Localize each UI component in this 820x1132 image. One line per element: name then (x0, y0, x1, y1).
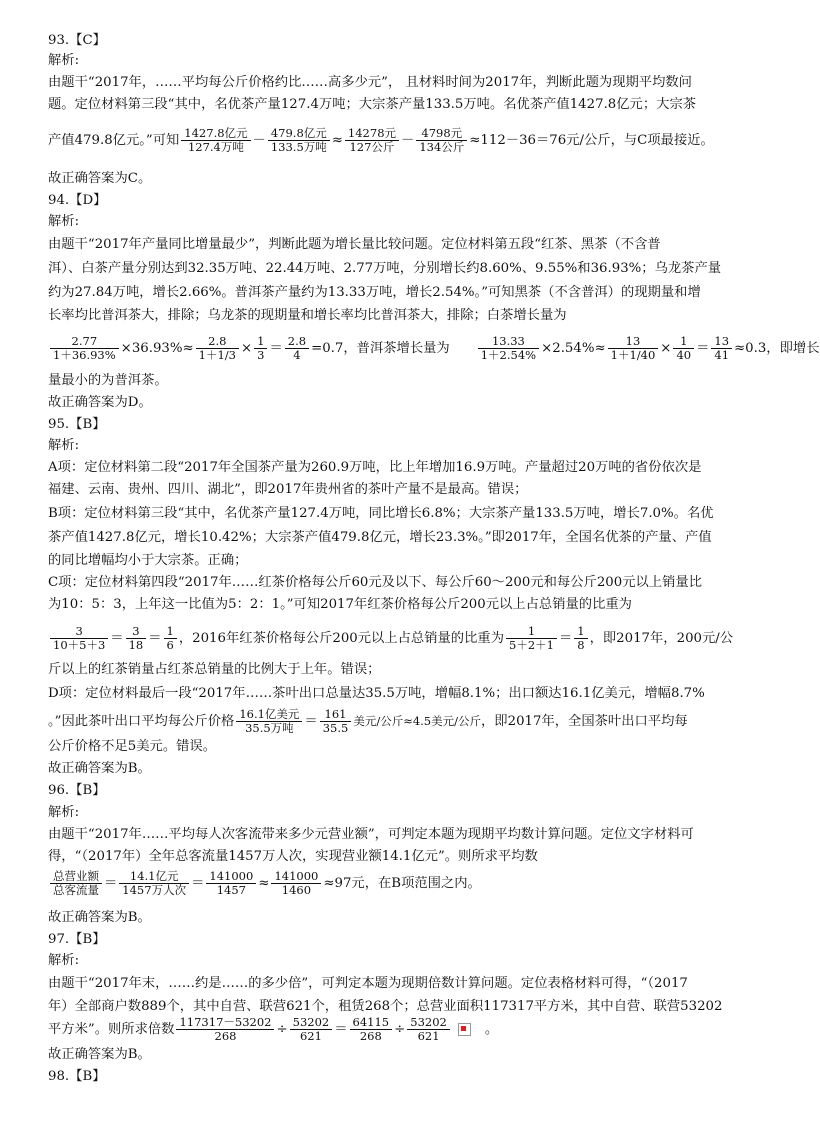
text-run: ＝ (269, 341, 283, 356)
denominator: 1＋2.54% (478, 348, 539, 362)
paragraph-line: 量最小的为普洱茶。 (48, 373, 168, 388)
analysis-label: 解析: (48, 805, 80, 820)
fraction (126, 625, 147, 652)
denominator: 1＋36.93% (50, 348, 119, 362)
numerator: 2.8 (287, 334, 307, 348)
paragraph-line: 约为27.84万吨，增长2.66%。普洱茶产量约为13.33万吨，增长2.54%。”可知黑茶（不含普洱）的现期量和增 (48, 285, 701, 300)
fraction (236, 708, 302, 735)
numerator: 2.77 (71, 334, 98, 348)
denominator: 1＋1/3 (196, 348, 239, 362)
denominator: 41 (711, 348, 732, 362)
text-run: ＝ (334, 1022, 348, 1037)
fraction (506, 625, 557, 652)
numerator: 53202 (292, 1015, 330, 1029)
numerator: 3 (132, 624, 140, 638)
fraction (181, 127, 250, 154)
text-run: × (240, 341, 253, 356)
fraction (271, 870, 321, 897)
analysis-label: 解析: (48, 953, 80, 968)
question-96-title: 96.【B】 (48, 783, 106, 798)
text-run: ＝ (191, 876, 205, 891)
text-run: 平方米”。则所求倍数 (48, 1022, 175, 1037)
text-run: ＝ (696, 341, 710, 356)
numerator: 16.1亿美元 (239, 707, 300, 721)
numerator: 3 (75, 624, 83, 638)
text-run: ＝ (558, 631, 573, 646)
denominator: 总客流量 (50, 883, 102, 897)
numerator: 4798元 (421, 126, 463, 140)
numerator: 1 (680, 334, 688, 348)
fraction (164, 625, 177, 652)
fraction (574, 625, 587, 652)
text-run: ≈0.3，即增长 (734, 341, 820, 356)
denominator: 6 (164, 638, 177, 652)
numerator: 1 (257, 334, 265, 348)
analysis-label: 解析: (48, 53, 80, 68)
paragraph-line: 由题干“2017年……平均每人次客流带来多少元营业额”，可判定本题为现期平均数计算问题。定位文字材料可 (48, 827, 694, 842)
paragraph-line: 得，“（2017年）全年总客流量1457万人次，实现营业额14.1亿元”。则所求平均数 (48, 849, 538, 864)
text-run: ×36.93%≈ (120, 341, 194, 356)
fraction (268, 127, 330, 154)
paragraph-line: 由题干“2017年，……平均每公斤价格约比……高多少元”， 且材料时间为2017年，判断此题为现期平均数问 (48, 75, 692, 90)
formula-line: 产值479.8亿元。”可知 $\frac{\text{1427.8亿元}}{\text{127.4万吨}}$ － $\frac{\text{479.8亿元}}{\text{133.5万吨}}$ ≈ $\frac{\text{14278元}}{\text{127公斤}}$ － $\frac{\text{4798元}}{\text{134公斤}}$ ≈112－36＝76元/公斤，与C项最接近。 (48, 126, 714, 154)
formula-line (48, 870, 481, 897)
denominator: 1457 (206, 883, 256, 897)
text-run: 。 (484, 1022, 499, 1037)
paragraph-line: 由题干“2017年产量同比增量最少”，判断此题为增长量比较问题。定位材料第五段“红茶、黑茶（不含普 (48, 237, 661, 252)
option-b-line: 的同比增幅均小于大宗茶。正确； (48, 553, 248, 568)
fraction (119, 870, 189, 897)
denominator: 10＋5＋3 (50, 638, 108, 652)
numerator: 53202 (410, 1015, 447, 1029)
paragraph-line: 由题干“2017年末，……约是……的多少倍”，可判定本题为现期倍数计算问题。定位表格材料可得，“（2017 (48, 976, 688, 991)
option-d-line: 公斤价格不足5美元。错误。 (48, 739, 217, 754)
numerator: 1 (577, 624, 585, 638)
question-97-title: 97.【B】 (48, 932, 106, 947)
text-run: ≈112－36＝76元/公斤，与C项最接近。 (469, 133, 714, 148)
paragraph-line: 长率均比普洱茶大，排除；乌龙茶的现期量和增长率均比普洱茶大，排除；白茶增长量为 (48, 308, 567, 323)
text-run: ×2.54%≈ (541, 341, 606, 356)
text-run: ≈97元，在B项范围之内。 (323, 876, 481, 891)
numerator: 14278元 (347, 126, 397, 140)
fraction (416, 127, 467, 154)
numerator: 141000 (209, 869, 254, 883)
numerator: 总营业额 (53, 869, 99, 883)
denominator: 621 (407, 1029, 450, 1043)
fraction (50, 870, 102, 897)
numerator: 13 (625, 334, 641, 348)
answer-line: 故正确答案为C。 (48, 171, 152, 186)
denominator: 1457万人次 (119, 883, 189, 897)
option-a-line: 福建、云南、贵州、四川、湖北”，即2017年贵州省的茶叶产量不是最高。错误； (48, 482, 528, 497)
fraction (673, 335, 694, 362)
numerator: 1 (527, 624, 536, 638)
option-c-line: 为10：5：3，上年这一比值为5：2：1。”可知2017年红茶价格每公斤200元以上占总销量的比重为 (48, 597, 632, 612)
denominator: 127.4万吨 (181, 140, 250, 154)
fraction (196, 335, 239, 362)
text-run: ，2016年红茶价格每公斤200元以上占总销量的比重为 (178, 631, 504, 646)
numerator: 64115 (352, 1015, 390, 1029)
fraction (345, 127, 399, 154)
numerator: 479.8亿元 (270, 126, 327, 140)
fraction (50, 335, 119, 362)
denominator: 40 (673, 348, 694, 362)
formula-line (48, 335, 820, 362)
question-93-title: 93.【C】 (48, 33, 106, 48)
option-c-line: 斤以上的红茶销量占红茶总销量的比例大于上年。错误； (48, 662, 381, 677)
answer-line: 故正确答案为B。 (48, 910, 151, 925)
fraction (206, 870, 256, 897)
analysis-label: 解析: (48, 438, 80, 453)
denominator: 35.5 (320, 721, 352, 735)
option-c-line: C项：定位材料第四段“2017年……红茶价格每公斤60元及以下、每公斤60～200元和每公斤200元以上销量比 (48, 575, 702, 590)
text-run: ＝ (148, 631, 162, 646)
question-95-title: 95.【B】 (48, 417, 106, 432)
fraction (320, 708, 352, 735)
answer-line: 故正确答案为B。 (48, 761, 151, 776)
option-d-line: D项：定位材料最后一段“2017年……茶叶出口总量达35.5万吨，增幅8.1%；出口额达16.1亿美元，增幅8.7% (48, 686, 705, 701)
text-run: 。”因此茶叶出口平均每公斤价格 (48, 714, 235, 729)
text-run: ÷ (394, 1022, 406, 1037)
denominator: 1＋1/40 (608, 348, 659, 362)
question-98-title: 98.【B】 (48, 1069, 106, 1084)
text-run: 美元/公斤≈4.5美元/公斤 (353, 714, 482, 728)
denominator: 268 (350, 1029, 393, 1043)
text-run: ÷ (276, 1022, 288, 1037)
text-run: ，即2017年，全国茶叶出口平均每 (481, 714, 688, 729)
numerator: 117317－53202 (179, 1015, 272, 1029)
denominator: 127公斤 (345, 140, 399, 154)
fraction (290, 1016, 333, 1043)
numerator: 1 (166, 624, 174, 638)
text-run: ＝ (110, 631, 124, 646)
fraction (285, 335, 309, 362)
denominator: 5＋2＋1 (506, 638, 557, 652)
analysis-label: 解析: (48, 214, 80, 229)
answer-line: 故正确答案为D。 (48, 395, 152, 410)
fraction (350, 1016, 393, 1043)
text-run: ≈ (258, 876, 270, 891)
fraction (711, 335, 732, 362)
numerator: 141000 (274, 869, 319, 883)
broken-image-icon (458, 1023, 471, 1036)
text-run: =0.7，普洱茶增长量为 (311, 341, 450, 356)
numerator: 2.8 (208, 334, 227, 348)
numerator: 13 (714, 334, 730, 348)
fraction (254, 335, 267, 362)
text-run: ，即2017年，200元/公 (589, 631, 734, 646)
numerator: 13.33 (491, 334, 525, 348)
fraction (608, 335, 659, 362)
fraction (407, 1016, 450, 1043)
formula-line (48, 708, 688, 735)
fraction (50, 625, 108, 652)
denominator: 35.5万吨 (236, 721, 302, 735)
text-run: ＝ (104, 876, 118, 891)
option-b-line: B项：定位材料第三段“其中，名优茶产量127.4万吨，同比增长6.8%；大宗茶产量133.5万吨，增长7.0%。名优 (48, 506, 714, 521)
numerator: 161 (324, 707, 347, 721)
numerator: 1427.8亿元 (184, 126, 248, 140)
denominator: 4 (285, 348, 309, 362)
denominator: 1460 (271, 883, 321, 897)
paragraph-line: 题。定位材料第三段“其中，名优茶产量127.4万吨；大宗茶产量133.5万吨。名优茶产值1427.8亿元；大宗茶 (48, 97, 697, 112)
question-94-title: 94.【D】 (48, 193, 107, 208)
denominator: 268 (176, 1029, 274, 1043)
option-a-line: A项：定位材料第二段“2017年全国茶产量为260.9万吨，比上年增加16.9万吨。产量超过20万吨的省份依次是 (48, 460, 702, 475)
option-b-line: 茶产值1427.8亿元，增长10.42%；大宗茶产值479.8亿元，增长23.3%。”即2017年，全国名优茶的产量、产值 (48, 530, 712, 545)
numerator: 14.1亿元 (129, 869, 179, 883)
paragraph-line: 年）全部商户数889个，其中自营、联营621个，租赁268个；总营业面积117317平方米，其中自营、联营53202 (48, 999, 723, 1014)
denominator: 3 (254, 348, 267, 362)
formula-line (48, 625, 733, 652)
answer-line: 故正确答案为B。 (48, 1047, 151, 1062)
text-run: 产值479.8亿元。”可知 (48, 133, 180, 148)
fraction (176, 1016, 274, 1043)
denominator: 621 (290, 1029, 333, 1043)
denominator: 134公斤 (416, 140, 467, 154)
formula-line (48, 1016, 498, 1043)
paragraph-line: 洱）、白茶产量分别达到32.35万吨、22.44万吨、2.77万吨，分别增长约8.60%、9.55%和36.93%；乌龙茶产量 (48, 261, 722, 276)
text-run: ＝ (304, 714, 318, 729)
text-run: × (660, 341, 672, 356)
denominator: 133.5万吨 (268, 140, 330, 154)
denominator: 8 (574, 638, 587, 652)
fraction (478, 335, 539, 362)
denominator: 18 (126, 638, 147, 652)
